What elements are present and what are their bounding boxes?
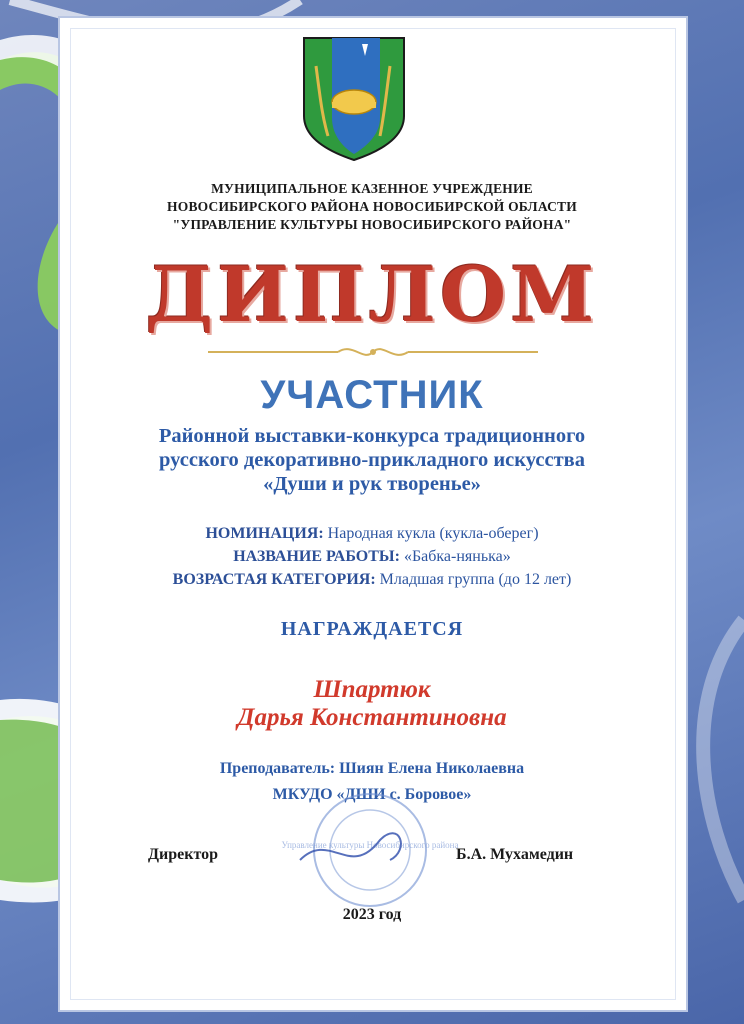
recipient-surname: Шпартюк bbox=[313, 676, 431, 703]
org-line-3: "УПРАВЛЕНИЕ КУЛЬТУРЫ НОВОСИБИРСКОГО РАЙОНА" bbox=[172, 217, 572, 232]
diploma-title: ДИПЛОМ bbox=[145, 250, 599, 339]
age-category-label: ВОЗРАСТАЯ КАТЕГОРИЯ: bbox=[172, 571, 376, 588]
director-name: Б.А. Мухамедин bbox=[456, 846, 574, 863]
entry-details bbox=[0, 522, 744, 591]
recipient-given-names: Дарья Константиновна bbox=[237, 704, 507, 731]
nomination-label: НОМИНАЦИЯ: bbox=[205, 525, 324, 542]
director-title: Директор bbox=[148, 846, 218, 863]
stamp-text: Управление культуры Новосибирского района bbox=[281, 840, 459, 850]
contest-line-3: «Души и рук творенье» bbox=[263, 473, 481, 495]
school-name: МКУДО «ДШИ с. Боровое» bbox=[272, 786, 472, 803]
issue-year: 2023 год bbox=[342, 906, 402, 923]
work-title-row bbox=[0, 545, 744, 568]
age-category-row bbox=[0, 568, 744, 591]
work-title-value: «Бабка-нянька» bbox=[403, 548, 511, 565]
nomination-row bbox=[0, 522, 744, 545]
participant-status: УЧАСТНИК bbox=[260, 373, 484, 417]
contest-line-1: Районной выставки-конкурса традиционного bbox=[158, 425, 586, 447]
round-seal-icon bbox=[281, 790, 459, 910]
nomination-value: Народная кукла (кукла-оберег) bbox=[327, 525, 539, 542]
contest-line-2: русского декоративно-прикладного искусства bbox=[159, 449, 585, 471]
recipient-name bbox=[0, 676, 744, 732]
coat-of-arms-icon bbox=[302, 36, 406, 162]
work-title-label: НАЗВАНИЕ РАБОТЫ: bbox=[233, 548, 400, 565]
awarded-heading: НАГРАЖДАЕТСЯ bbox=[280, 618, 464, 640]
org-line-1: МУНИЦИПАЛЬНОЕ КАЗЕННОЕ УЧРЕЖДЕНИЕ bbox=[211, 181, 533, 196]
contest-title bbox=[0, 424, 744, 496]
org-line-2: НОВОСИБИРСКОГО РАЙОНА НОВОСИБИРСКОЙ ОБЛАСТИ bbox=[167, 199, 577, 214]
organization-name bbox=[0, 180, 744, 234]
teacher-name: Преподаватель: Шиян Елена Николаевна bbox=[219, 760, 525, 777]
age-category-value: Младшая группа (до 12 лет) bbox=[379, 571, 572, 588]
ornament-divider-icon bbox=[208, 344, 538, 360]
